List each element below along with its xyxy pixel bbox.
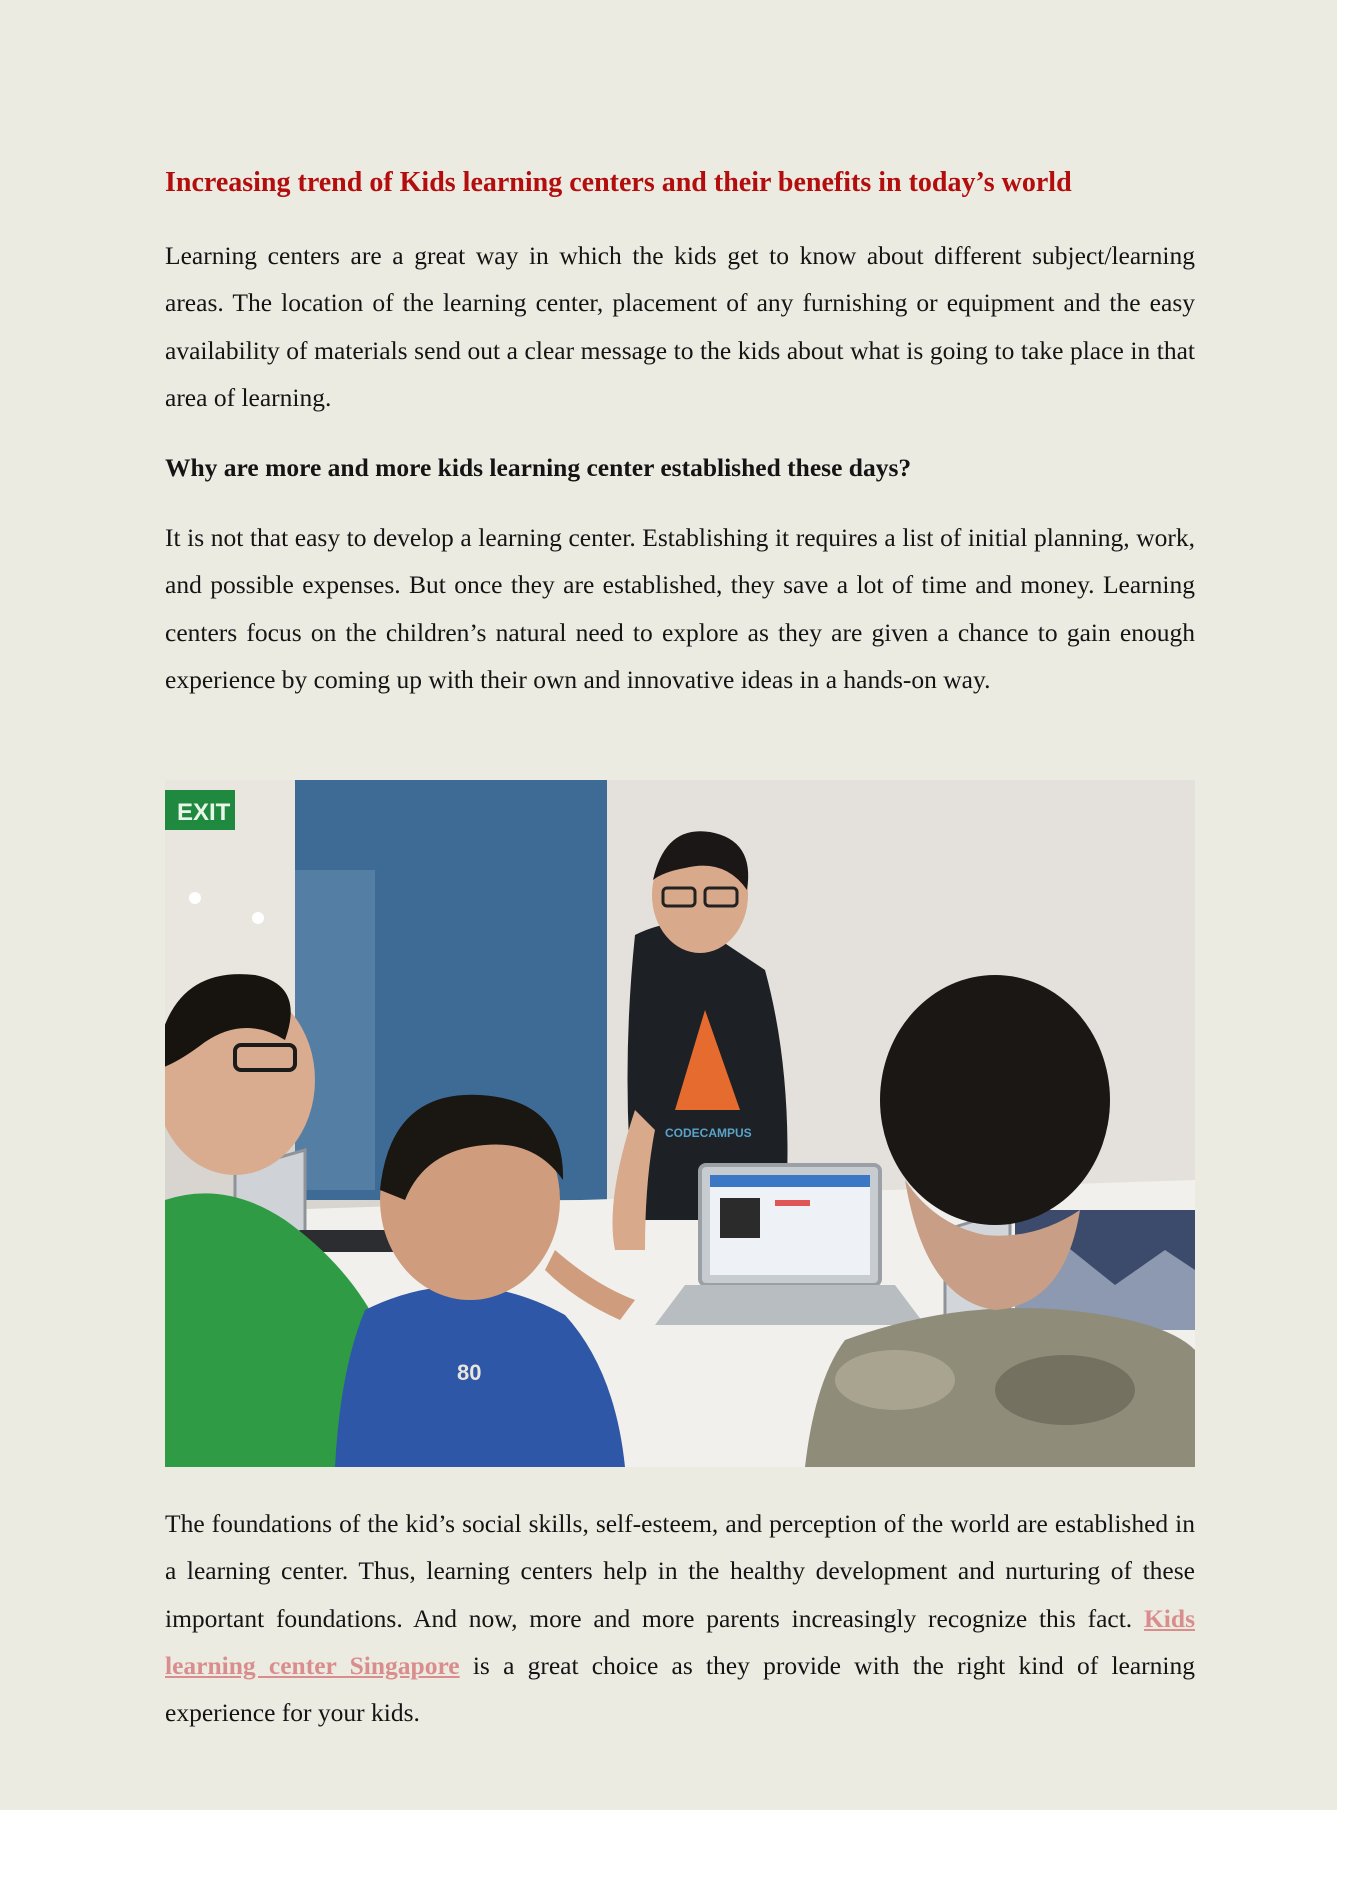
paragraph-establishing: It is not that easy to develop a learning center. Establishing it requires a list of initial planning, work, and possible expenses. But once they are established, they save a lot of time and money. Learning centers focus on the children’s natural need to explore as they are given a chance to gain enough experience by coming up with their own and innovative ideas in a hands-on way. [165, 523, 1195, 694]
svg-text:80: 80 [457, 1360, 482, 1385]
kids-learning-center-link[interactable]: Kids learning center Singapore [165, 1603, 1195, 1680]
exit-sign-text: EXIT [177, 799, 231, 826]
paragraph-conclusion-tail: is a great choice as they provide with the right kind of learning experience for your kids. [165, 1650, 1196, 1728]
section-heading: Why are more and more kids learning center established these days? [165, 453, 912, 482]
shirt-logo-text: CODECAMPUS [665, 1126, 752, 1140]
paragraph-intro: Learning centers are a great way in which the kids get to know about different subject/learning areas. The location of the learning center, placement of any furnishing or equipment and the easy availability of materials send out a clear message to the kids about what is going to take place in that area of learning. [165, 241, 1195, 412]
classroom-photo [165, 780, 1195, 1467]
paragraph-conclusion [165, 1500, 1195, 1736]
article-title: Increasing trend of Kids learning centers and their benefits in today’s world [165, 167, 1072, 198]
paragraph-conclusion-text: The foundations of the kid’s social skills, self-esteem, and perception of the world are established in a learning center. Thus, learning centers help in the healthy development and nurturing of these important foundations. And now, more and more parents increasingly recognize this fact. [165, 1509, 1195, 1633]
